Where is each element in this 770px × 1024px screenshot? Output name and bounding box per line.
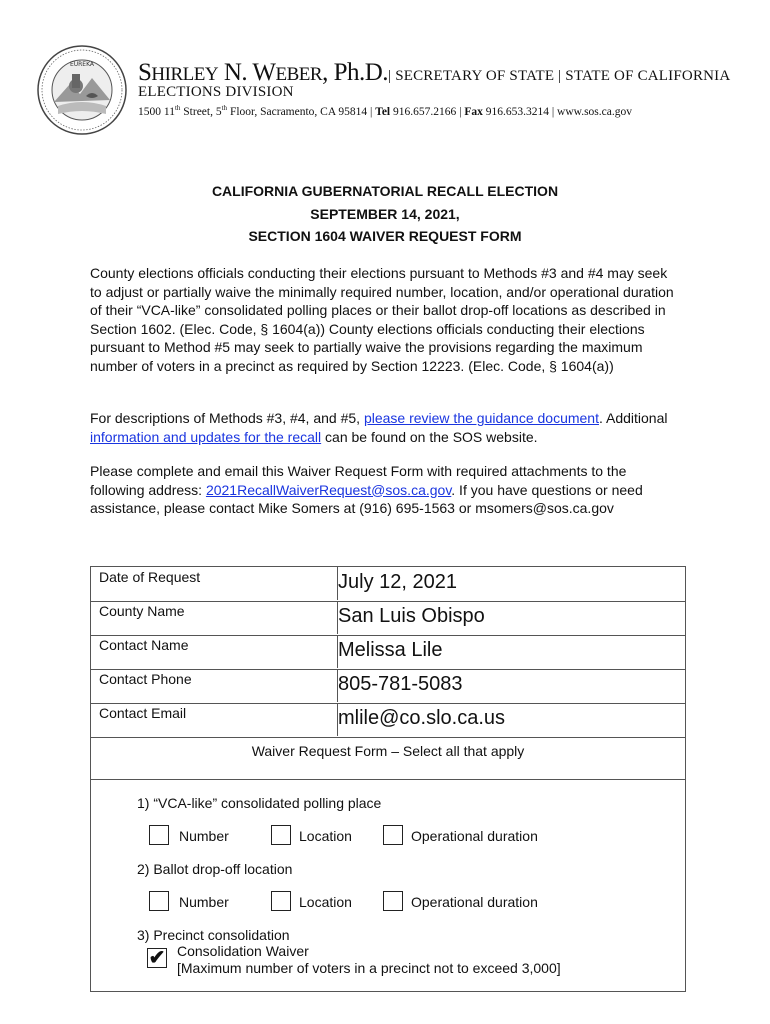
- great-seal-of-california-logo: [36, 44, 128, 136]
- s1-duration-label: Operational duration: [411, 828, 538, 844]
- letterhead: [138, 60, 758, 118]
- consolidation-waiver-note: [Maximum number of voters in a precinct not to exceed 3,000]: [177, 960, 561, 976]
- s2-duration-checkbox[interactable]: [383, 891, 403, 911]
- form-title: [0, 180, 770, 248]
- section-1-label: 1) “VCA-like” consolidated polling place: [137, 795, 382, 811]
- title-line-1: CALIFORNIA GUBERNATORIAL RECALL ELECTION: [211, 183, 559, 199]
- date-of-request-field[interactable]: [337, 567, 457, 600]
- date-of-request-label: Date of Request: [99, 569, 201, 585]
- guidance-document-link[interactable]: please review the guidance document: [363, 410, 599, 426]
- date-of-request-value: July 12, 2021: [338, 571, 457, 593]
- contact-name-value: Melissa Lile: [338, 639, 443, 661]
- s2-number-label: Number: [179, 894, 229, 910]
- contact-email-value: mlile@co.slo.ca.us: [338, 707, 506, 729]
- title-line-2: SEPTEMBER 14, 2021,: [310, 205, 460, 222]
- s1-duration-checkbox[interactable]: [383, 825, 403, 845]
- section-3-label: 3) Precinct consolidation: [137, 927, 290, 943]
- contact-phone-field[interactable]: [337, 669, 463, 702]
- s2-duration-label: Operational duration: [411, 894, 538, 910]
- s2-number-checkbox[interactable]: [149, 891, 169, 911]
- waiver-request-form: [90, 566, 686, 992]
- recall-info-link[interactable]: information and updates for the recall: [90, 428, 322, 445]
- office-address: 1500 11th Street, 5th Floor, Sacramento, CA 95814 | Tel 916.657.2166 | Fax 916.653.3214 | www.sos.ca.gov: [138, 104, 632, 118]
- contact-name-field[interactable]: [337, 635, 443, 668]
- date-of-request-row: [91, 567, 685, 602]
- contact-name-label: Contact Name: [99, 637, 189, 653]
- s1-number-label: Number: [179, 828, 229, 844]
- contact-phone-row: [91, 669, 685, 704]
- contact-phone-label: Contact Phone: [99, 671, 192, 687]
- secretary-name: SHIRLEY N. WEBER, Ph.D.: [138, 59, 389, 86]
- county-name-value: San Luis Obispo: [338, 605, 485, 627]
- svg-text:EUREKA: EUREKA: [69, 61, 95, 68]
- section-2-label: 2) Ballot drop-off location: [137, 861, 293, 877]
- s1-location-checkbox[interactable]: [271, 825, 291, 845]
- intro-paragraph: County elections officials conducting their elections pursuant to Methods #3 and #4 may seek to adjust or partially waive the minimally required number, location, and/or operational duration of their “VCA-like” consolidated polling places or their ballot drop-off locations as described in Section 1602. (Elec. Code, § 1604(a)) County elections officials conducting their elections pursuant to Method #5 may seek to partially waive the provisions regarding the maximum number of voters in a precinct as required by Section 12223. (Elec. Code, § 1604(a)): [90, 265, 674, 374]
- contact-email-label: Contact Email: [99, 705, 187, 721]
- county-name-row: [91, 601, 685, 636]
- county-name-field[interactable]: [337, 601, 485, 634]
- contact-name-row: [91, 635, 685, 670]
- waiver-section-heading: Waiver Request Form – Select all that apply: [91, 737, 685, 780]
- contact-email-field[interactable]: [337, 703, 506, 736]
- consolidation-waiver-label: Consolidation Waiver: [177, 943, 309, 959]
- methods-paragraph: For descriptions of Methods #3, #4, and #5, please review the guidance document. Additional information and updates for the recall can be found on the SOS website.: [90, 410, 668, 445]
- secretary-title: | SECRETARY OF STATE | STATE OF CALIFORNIA: [388, 68, 731, 84]
- title-line-3: SECTION 1604 WAIVER REQUEST FORM: [248, 228, 522, 244]
- waiver-email-link[interactable]: 2021RecallWaiverRequest@sos.ca.gov: [205, 481, 452, 498]
- division-name: ELECTIONS DIVISION: [138, 84, 294, 100]
- consolidation-waiver-checkbox[interactable]: ✔: [148, 947, 166, 969]
- instructions-paragraph: Please complete and email this Waiver Request Form with required attachments to the following address: 2021RecallWaiverRequest@sos.ca.gov. If you have questions or need assistance, please contact Mike Somers at (916) 695-1563 or msomers@sos.ca.gov: [90, 463, 643, 516]
- s2-location-label: Location: [299, 894, 352, 910]
- contact-phone-value: 805-781-5083: [338, 673, 463, 695]
- county-name-label: County Name: [99, 603, 185, 619]
- contact-email-row: [91, 703, 685, 738]
- s1-number-checkbox[interactable]: [149, 825, 169, 845]
- s2-location-checkbox[interactable]: [271, 891, 291, 911]
- s1-location-label: Location: [299, 828, 352, 844]
